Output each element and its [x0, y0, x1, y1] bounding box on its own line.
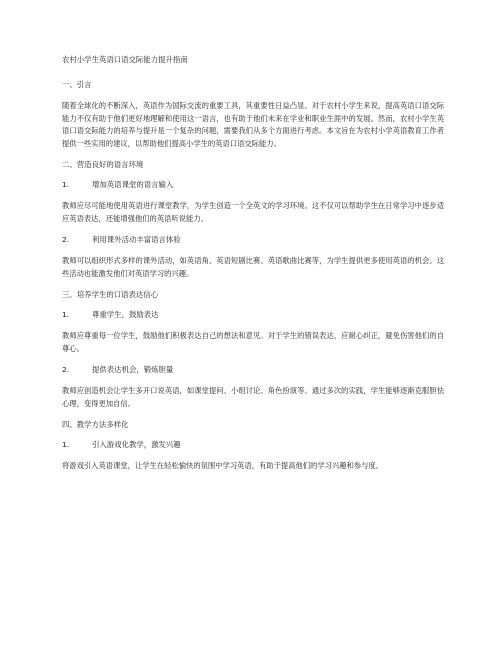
paragraph: 教师应创造机会让学生多开口说英语，如课堂提问、小组讨论、角色扮演等。通过多次的实践，学生能够逐渐克服胆怯心理，变得更加自信。: [62, 386, 444, 408]
document-page: [62, 55, 444, 483]
paragraph: 教师应尽可能地使用英语进行课堂教学，为学生创造一个全英文的学习环境。这不仅可以帮助学生在日常学习中逐步适应英语表达，还能增强他们的英语听说能力。: [62, 201, 444, 223]
paragraph: 教师可以组织形式多样的课外活动，如英语角、英语短剧比赛、英语歌曲比赛等，为学生提供更多使用英语的机会。这些活动也能激发他们对英语学习的兴趣。: [62, 256, 444, 278]
section-heading-teaching-methods: 四、教学方法多样化: [62, 420, 129, 429]
subheading-text: 尊重学生，鼓励表达: [92, 310, 159, 319]
paragraph: 教师应尊重每一位学生，鼓励他们积极表达自己的想法和意见。对于学生的错误表达，应耐心纠正，避免伤害他们的自尊心。: [62, 331, 444, 353]
subheading-number: 1.: [62, 310, 70, 319]
subheading: [62, 440, 444, 450]
introduction-paragraph: 随着全球化的不断深入，英语作为国际交流的重要工具，其重要性日益凸显。对于农村小学生来说，提高英语口语交际能力不仅有助于他们更好地理解和使用这一语言，也有助于他们未来在学业和职业生涯中的发展。然而，农村小学生英语口语交际能力的培养与提升是一个复杂的问题，需要我们从多个方面进行考虑。本文旨在为农村小学英语教育工作者提供一些实用的建议，以帮助他们提高小学生的英语口语交际能力。: [62, 101, 444, 148]
subheading-text: 提供表达机会，锻炼胆量: [92, 365, 174, 374]
subheading-number: 1.: [62, 180, 70, 189]
subheading: [62, 310, 444, 320]
section-heading-speaking-confidence: 三、培养学生的口语表达信心: [62, 290, 159, 299]
section-heading-language-environment: 二、营造良好的语言环境: [62, 160, 144, 169]
subheading-text: 引入游戏化教学，激发兴趣: [92, 440, 181, 449]
document-title: 农村小学生英语口语交际能力提升指南: [62, 55, 188, 64]
subheading-number: 2.: [62, 235, 70, 244]
section-heading-introduction: 一、引言: [62, 80, 92, 89]
subheading-text: 增加英语课堂的语言输入: [92, 180, 174, 189]
subheading: [62, 235, 444, 245]
paragraph: 将游戏引入英语课堂，让学生在轻松愉快的氛围中学习英语，有助于提高他们的学习兴趣和参与度。: [62, 461, 384, 470]
subheading: [62, 365, 444, 375]
subheading: [62, 180, 444, 190]
subheading-text: 利用课外活动丰富语言体验: [92, 235, 181, 244]
subheading-number: 2.: [62, 365, 70, 374]
subheading-number: 1.: [62, 440, 70, 449]
